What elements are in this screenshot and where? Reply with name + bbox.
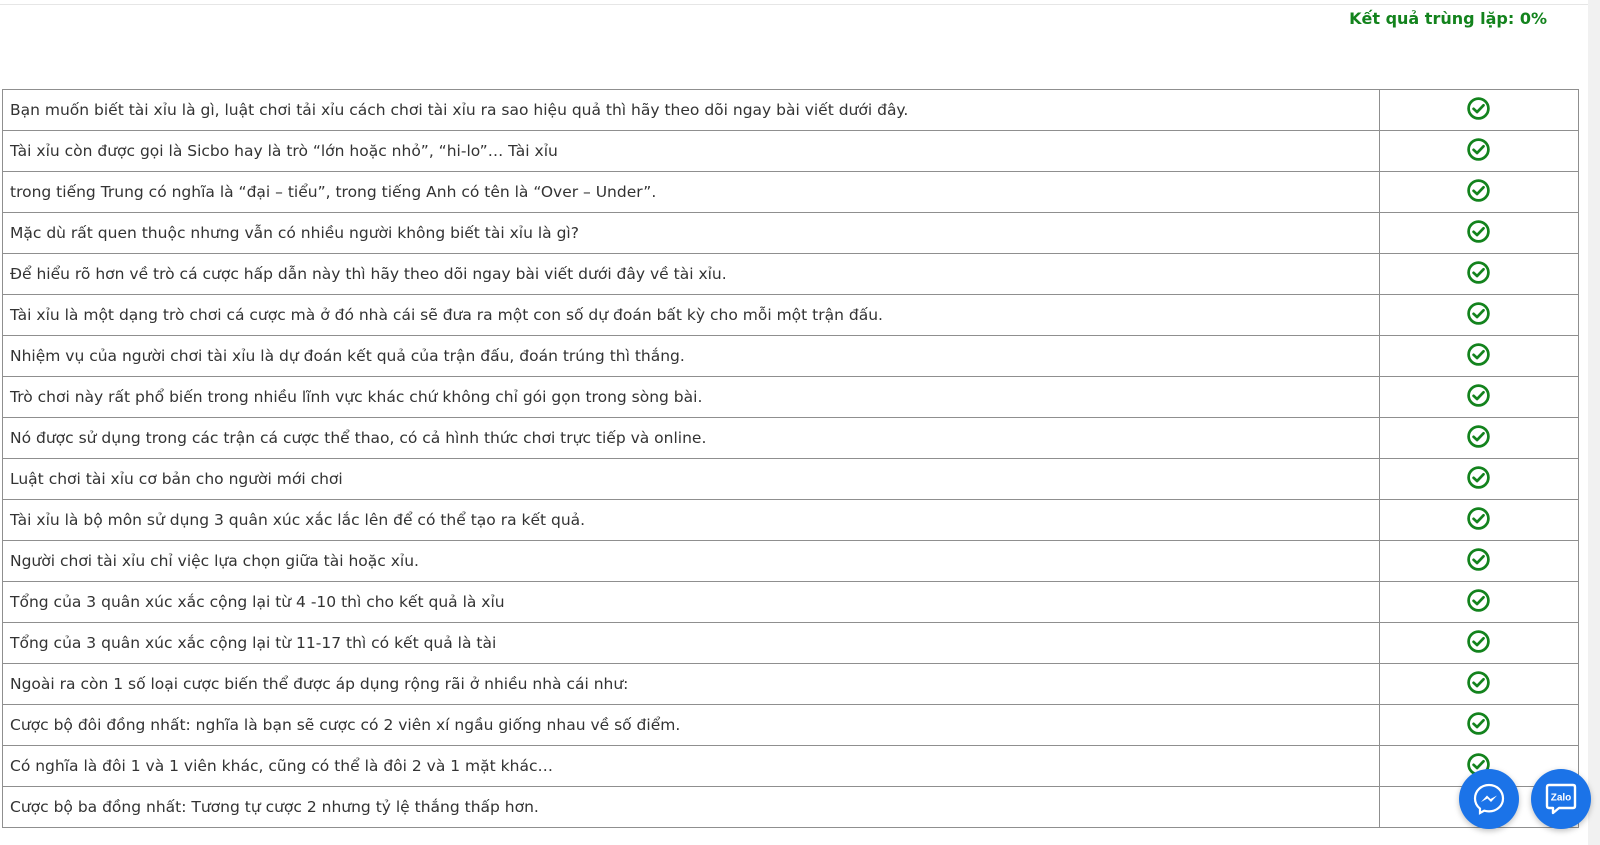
status-cell bbox=[1380, 664, 1579, 705]
sentence-text: Nó được sử dụng trong các trận cá cược thể thao, có cả hình thức chơi trực tiếp và online. bbox=[3, 418, 1380, 459]
status-cell bbox=[1380, 254, 1579, 295]
table-row bbox=[3, 459, 1579, 500]
table-row bbox=[3, 90, 1579, 131]
sentence-text: Ngoài ra còn 1 số loại cược biến thể được áp dụng rộng rãi ở nhiều nhà cái như: bbox=[3, 664, 1380, 705]
status-cell bbox=[1380, 336, 1579, 377]
check-circle-icon bbox=[1466, 383, 1491, 408]
check-circle-icon bbox=[1466, 506, 1491, 531]
table-row bbox=[3, 500, 1579, 541]
sentence-text: Tổng của 3 quân xúc xắc cộng lại từ 4 -10 thì cho kết quả là xỉu bbox=[3, 582, 1380, 623]
sentence-text: Trò chơi này rất phổ biến trong nhiều lĩnh vực khác chứ không chỉ gói gọn trong sòng bài. bbox=[3, 377, 1380, 418]
status-cell bbox=[1380, 541, 1579, 582]
table-row bbox=[3, 746, 1579, 787]
status-cell bbox=[1380, 582, 1579, 623]
check-circle-icon bbox=[1466, 301, 1491, 326]
status-cell bbox=[1380, 377, 1579, 418]
check-circle-icon bbox=[1466, 711, 1491, 736]
messenger-icon bbox=[1472, 782, 1506, 816]
status-cell bbox=[1380, 295, 1579, 336]
sentence-text: Cược bộ ba đồng nhất: Tương tự cược 2 nhưng tỷ lệ thắng thấp hơn. bbox=[3, 787, 1380, 828]
table-row bbox=[3, 664, 1579, 705]
check-circle-icon bbox=[1466, 137, 1491, 162]
table-row bbox=[3, 172, 1579, 213]
table-row bbox=[3, 705, 1579, 746]
table-row bbox=[3, 377, 1579, 418]
status-cell bbox=[1380, 623, 1579, 664]
table-row bbox=[3, 623, 1579, 664]
table-row bbox=[3, 131, 1579, 172]
sentence-text: Bạn muốn biết tài xỉu là gì, luật chơi tải xỉu cách chơi tài xỉu ra sao hiệu quả thì hãy theo dõi ngay bài viết dưới đây. bbox=[3, 90, 1380, 131]
sentence-text: Có nghĩa là đôi 1 và 1 viên khác, cũng có thể là đôi 2 và 1 mặt khác… bbox=[3, 746, 1380, 787]
check-circle-icon bbox=[1466, 629, 1491, 654]
sentence-text: Tài xỉu là bộ môn sử dụng 3 quân xúc xắc lắc lên để có thể tạo ra kết quả. bbox=[3, 500, 1380, 541]
sentence-text: Mặc dù rất quen thuộc nhưng vẫn có nhiều người không biết tài xỉu là gì? bbox=[3, 213, 1380, 254]
check-circle-icon bbox=[1466, 547, 1491, 572]
check-circle-icon bbox=[1466, 588, 1491, 613]
table-row bbox=[3, 254, 1579, 295]
top-divider bbox=[0, 4, 1600, 5]
sentence-text: Người chơi tài xỉu chỉ việc lựa chọn giữa tài hoặc xỉu. bbox=[3, 541, 1380, 582]
status-cell bbox=[1380, 213, 1579, 254]
table-row bbox=[3, 582, 1579, 623]
page-scrollbar[interactable] bbox=[1588, 0, 1600, 845]
sentence-text: Luật chơi tài xỉu cơ bản cho người mới chơi bbox=[3, 459, 1380, 500]
check-circle-icon bbox=[1466, 260, 1491, 285]
duplicate-result-summary: Kết quả trùng lặp: 0% bbox=[1349, 9, 1547, 28]
table-row bbox=[3, 213, 1579, 254]
sentence-text: Cược bộ đôi đồng nhất: nghĩa là bạn sẽ cược có 2 viên xí ngầu giống nhau về số điểm. bbox=[3, 705, 1380, 746]
check-circle-icon bbox=[1466, 342, 1491, 367]
check-circle-icon bbox=[1466, 670, 1491, 695]
table-row bbox=[3, 787, 1579, 828]
status-cell bbox=[1380, 172, 1579, 213]
status-cell bbox=[1380, 90, 1579, 131]
check-circle-icon bbox=[1466, 219, 1491, 244]
table-row bbox=[3, 295, 1579, 336]
zalo-label: Zalo bbox=[1550, 792, 1572, 804]
messenger-chat-button[interactable] bbox=[1459, 769, 1519, 829]
zalo-chat-button[interactable] bbox=[1531, 769, 1591, 829]
sentence-text: Để hiểu rõ hơn về trò cá cược hấp dẫn này thì hãy theo dõi ngay bài viết dưới đây về tài xỉu. bbox=[3, 254, 1380, 295]
table-row bbox=[3, 418, 1579, 459]
status-cell bbox=[1380, 418, 1579, 459]
zalo-icon bbox=[1542, 780, 1580, 818]
check-circle-icon bbox=[1466, 178, 1491, 203]
check-circle-icon bbox=[1466, 465, 1491, 490]
sentence-text: Tài xỉu là một dạng trò chơi cá cược mà ở đó nhà cái sẽ đưa ra một con số dự đoán bất kỳ cho mỗi một trận đấu. bbox=[3, 295, 1380, 336]
check-circle-icon bbox=[1466, 96, 1491, 121]
status-cell bbox=[1380, 705, 1579, 746]
sentence-check-table bbox=[2, 89, 1579, 828]
check-circle-icon bbox=[1466, 424, 1491, 449]
sentence-text: Tổng của 3 quân xúc xắc cộng lại từ 11-17 thì có kết quả là tài bbox=[3, 623, 1380, 664]
status-cell bbox=[1380, 459, 1579, 500]
sentence-text: Tài xỉu còn được gọi là Sicbo hay là trò “lớn hoặc nhỏ”, “hi-lo”… Tài xỉu bbox=[3, 131, 1380, 172]
sentence-text: Nhiệm vụ của người chơi tài xỉu là dự đoán kết quả của trận đấu, đoán trúng thì thắng. bbox=[3, 336, 1380, 377]
status-cell bbox=[1380, 500, 1579, 541]
table-row bbox=[3, 541, 1579, 582]
status-cell bbox=[1380, 131, 1579, 172]
sentence-text: trong tiếng Trung có nghĩa là “đại – tiểu”, trong tiếng Anh có tên là “Over – Under”. bbox=[3, 172, 1380, 213]
table-row bbox=[3, 336, 1579, 377]
